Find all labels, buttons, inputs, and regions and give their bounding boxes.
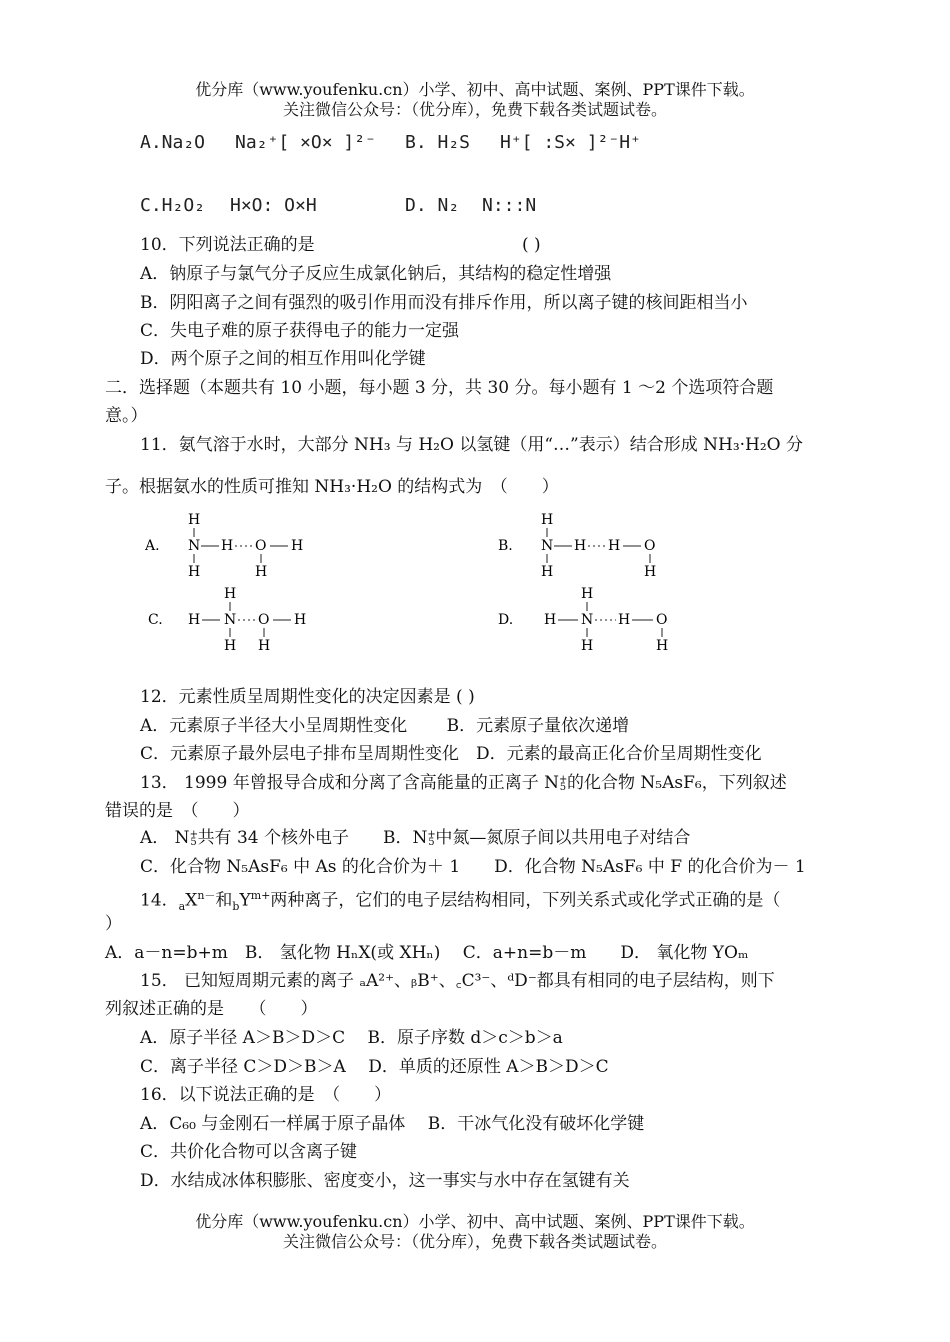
q16-options-ab: A．C₆₀ 与金刚石一样属于原子晶体 B．干冰气化没有破坏化学键 — [140, 1114, 645, 1134]
atom: O — [255, 538, 267, 554]
label: B. — [498, 538, 513, 554]
atom: N — [581, 612, 594, 628]
y-symbol: Y — [239, 890, 251, 911]
atom: H — [188, 512, 201, 528]
q16-option-c: C．共价化合物可以含离子键 — [140, 1142, 358, 1162]
q16-option-d: D．水结成冰体积膨胀、密度变小，这一事实与水中存在氢键有关 — [140, 1171, 630, 1191]
atom: H — [258, 638, 271, 654]
q10-option-d: D．两个原子之间的相互作用叫化学键 — [140, 349, 426, 369]
sub-b: b — [232, 900, 240, 914]
section2-line-2: 意。） — [105, 406, 148, 426]
n-charge: n－ — [197, 889, 216, 902]
q11-structure-c — [148, 584, 348, 654]
atom: H — [608, 538, 621, 554]
label: D. — [498, 612, 514, 628]
footer-line-1: 优分库（www.youfenku.cn）小学、初中、高中试题、案例、PPT课件下载。 — [195, 1212, 755, 1231]
q11-structure-d — [498, 584, 698, 654]
q9-option-b-label: B. H₂S — [405, 132, 471, 153]
q9-option-a-label: A.Na₂O — [140, 132, 206, 153]
n5-ion — [559, 776, 567, 792]
q9-option-d-formula: N:::N — [482, 195, 537, 216]
q14-line-1: 14．$_aX^{n-}$和$_bY^{m+}$两种离子，它们的电子层结构相同，下列关系式或化学式正确的是（ — [140, 889, 781, 914]
q9-option-c-label: C.H₂O₂ — [140, 195, 206, 216]
q12-options-cd: C．元素原子最外层电子排布呈周期性变化 D．元素的最高正化合价呈周期性变化 — [140, 744, 762, 764]
q12-stem: 12．元素性质呈周期性变化的决定因素是 ( ) — [140, 687, 475, 707]
label: A. — [145, 538, 160, 554]
q10-option-a: A．钠原子与氯气分子反应生成氯化钠后，其结构的稳定性增强 — [140, 264, 612, 284]
atom: O — [644, 538, 656, 554]
q13-options-cd: C．化合物 N₅AsF₆ 中 As 的化合价为＋ 1 D．化合物 N₅AsF₆ 中 F 的化合价为－ 1 — [140, 857, 806, 877]
q15-line-1: 15． 已知短周期元素的离子 ₐA²⁺、ᵦB⁺、꜀C³⁻、ᵈD⁻都具有相同的电子层结构，则下 — [140, 971, 775, 991]
q13-option-a-pre: A． N — [140, 828, 190, 848]
q11-line-1: 11．氨气溶于水时，大部分 NH₃ 与 H₂O 以氢键（用“…”表示）结合形成 NH₃·H₂O 分 — [140, 435, 804, 455]
ion-charge: + — [558, 774, 568, 785]
header-line-1: 优分库（www.youfenku.cn）小学、初中、高中试题、案例、PPT课件下载。 — [195, 80, 755, 99]
atom: H — [224, 586, 237, 602]
atom: H — [221, 538, 234, 554]
q9-option-c-formula: H×O: O×H — [230, 195, 317, 216]
footer-line-2: 关注微信公众号：（优分库），免费下载各类试题试卷。 — [282, 1232, 667, 1251]
q11-structure-a — [145, 510, 345, 580]
q15-options-cd: C．离子半径 C＞D＞B＞A D．单质的还原性 A＞B＞D＞C — [140, 1057, 609, 1077]
atom: H — [541, 564, 554, 580]
atom: H — [224, 638, 237, 654]
q9-option-a-formula: Na₂⁺[ ×O× ]²⁻ — [235, 132, 376, 153]
q14-line-1-post: 两种离子，它们的电子层结构相同，下列关系式或化学式正确的是（ — [270, 890, 781, 911]
ion-count: 5 — [559, 782, 567, 793]
label: C. — [148, 612, 163, 628]
atom: H — [294, 612, 307, 628]
q16-stem: 16．以下说法正确的是 （ ） — [140, 1085, 392, 1105]
q15-options-ab: A．原子半径 A＞B＞D＞C B．原子序数 d＞c＞b＞a — [140, 1028, 563, 1048]
q13-line-1 — [140, 772, 787, 794]
atom: H — [656, 638, 669, 654]
q13-line-1-pre: 13． 1999 年曾报导合成和分离了含高能量的正离子 N — [140, 773, 559, 793]
ion-count: 5 — [428, 837, 435, 848]
atom: H — [581, 638, 594, 654]
atom: H — [618, 612, 631, 628]
sub-a: a — [178, 900, 186, 914]
m-charge: m+ — [250, 889, 271, 902]
q14-options: A．a－n=b+m B． 氢化物 HₙX(或 XHₙ) C．a+n=b－m D． 氧化物 YOₘ — [105, 943, 749, 963]
atom: O — [656, 612, 668, 628]
q10-option-c: C．失电子难的原子获得电子的能力一定强 — [140, 321, 460, 341]
ion-charge: + — [189, 829, 198, 840]
x-symbol: X — [185, 890, 198, 911]
atom: H — [255, 564, 268, 580]
q9-option-d-label: D. N₂ — [405, 195, 460, 216]
atom: H — [574, 538, 587, 554]
q13-options-ab — [140, 827, 690, 849]
section2-line-1: 二．选择题（本题共有 10 小题，每小题 3 分，共 30 分。每小题有 1 ～2 个选项符合题 — [105, 378, 774, 398]
atom: H — [541, 512, 554, 528]
atom: O — [258, 612, 270, 628]
q11-line-2: 子。根据氨水的性质可推知 NH₃·H₂O 的结构式为 （ ） — [105, 477, 559, 497]
n5-ion — [190, 831, 198, 847]
atom: H — [644, 564, 657, 580]
q9-option-b-formula: H⁺[ :S× ]²⁻H⁺ — [500, 132, 641, 153]
ion-count: 5 — [190, 837, 197, 848]
atom: N — [188, 538, 201, 554]
atom: H — [188, 612, 201, 628]
q13-line-1-post: 的化合物 N₅AsF₆，下列叙述 — [566, 773, 787, 793]
q12-options-ab: A．元素原子半径大小呈周期性变化 B．元素原子量依次递增 — [140, 716, 630, 736]
q10-stem: 10．下列说法正确的是 — [140, 235, 315, 255]
atom: H — [581, 586, 594, 602]
atom: N — [224, 612, 237, 628]
q15-line-2: 列叙述正确的是 （ ） — [105, 999, 318, 1019]
q10-answer-paren: ( ) — [522, 235, 541, 255]
ion-charge: + — [427, 829, 436, 840]
q10-option-b: B．阴阳离子之间有强烈的吸引作用而没有排斥作用，所以离子键的核间距相当小 — [140, 293, 748, 313]
atom: N — [541, 538, 554, 554]
q11-structure-b — [498, 510, 698, 580]
q13-option-b-post: 中氮—氮原子间以共用电子对结合 — [435, 828, 691, 848]
atom: H — [291, 538, 304, 554]
q13-option-a-post: 共有 34 个核外电子 B．N — [197, 828, 428, 848]
atom: H — [188, 564, 201, 580]
atom: H — [544, 612, 557, 628]
header-line-2: 关注微信公众号：（优分库），免费下载各类试题试卷。 — [282, 100, 667, 119]
q14-line-2: ） — [105, 914, 122, 934]
q13-line-2: 错误的是 （ ） — [105, 801, 250, 821]
